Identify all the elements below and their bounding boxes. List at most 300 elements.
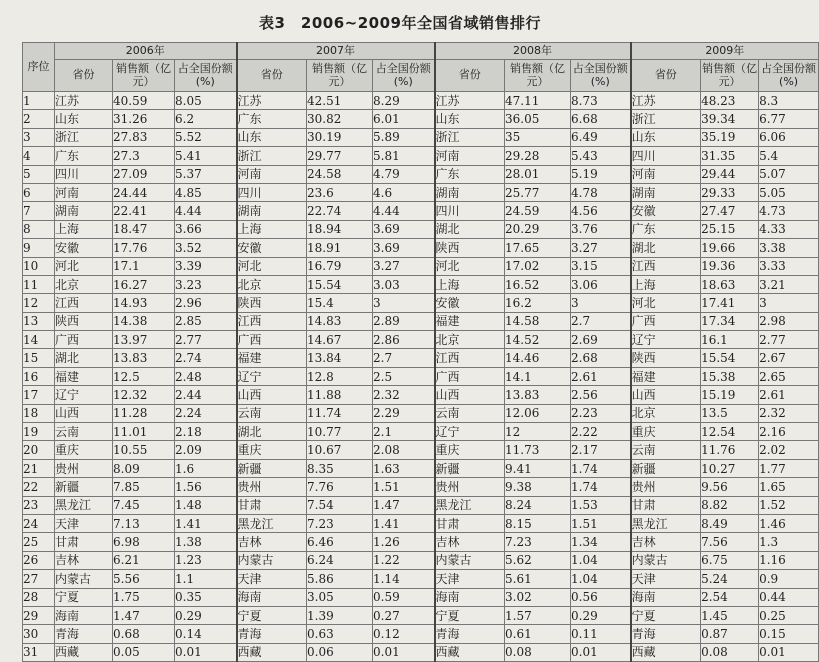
share-cell: 6.2 [175,110,237,128]
share-cell: 3.38 [759,239,819,257]
table-row [23,349,819,367]
share-cell: 3.03 [373,275,435,293]
province-cell: 陕西 [55,312,113,330]
rank-cell: 10 [23,257,55,275]
sales-cell: 19.36 [701,257,759,275]
rank-cell: 15 [23,349,55,367]
year-header-2008: 2008年 [435,43,631,60]
share-cell: 4.73 [759,202,819,220]
table-row [23,294,819,312]
province-cell: 天津 [55,514,113,532]
province-header: 省份 [631,60,701,92]
share-cell: 2.02 [759,441,819,459]
province-cell: 新疆 [237,459,307,477]
share-cell: 2.17 [571,441,631,459]
sales-cell: 31.35 [701,147,759,165]
province-cell: 云南 [55,423,113,441]
province-cell: 甘肃 [435,514,505,532]
province-cell: 黑龙江 [631,514,701,532]
sales-cell: 3.02 [505,588,571,606]
sales-cell: 9.56 [701,478,759,496]
share-cell: 5.81 [373,147,435,165]
province-cell: 北京 [55,275,113,293]
share-cell: 2.44 [175,386,237,404]
share-cell: 2.32 [373,386,435,404]
province-cell: 河南 [631,165,701,183]
share-cell: 2.68 [571,349,631,367]
share-cell: 5.19 [571,165,631,183]
province-cell: 河北 [631,294,701,312]
table-row [23,331,819,349]
share-cell: 1.04 [571,570,631,588]
table-row [23,533,819,551]
sales-cell: 15.38 [701,367,759,385]
share-cell: 5.05 [759,183,819,201]
province-cell: 黑龙江 [435,496,505,514]
share-cell: 3.76 [571,220,631,238]
sales-cell: 28.01 [505,165,571,183]
share-cell: 2.29 [373,404,435,422]
share-cell: 4.44 [175,202,237,220]
sales-cell: 5.24 [701,570,759,588]
share-cell: 3.27 [571,239,631,257]
sales-cell: 18.63 [701,275,759,293]
share-header: 占全国份额(%) [373,60,435,92]
rank-cell: 11 [23,275,55,293]
sales-cell: 10.27 [701,459,759,477]
share-cell: 2.48 [175,367,237,385]
share-cell: 1.77 [759,459,819,477]
sales-cell: 6.21 [113,551,175,569]
province-cell: 山西 [631,386,701,404]
rank-cell: 2 [23,110,55,128]
sales-cell: 1.45 [701,606,759,624]
sales-cell: 6.24 [307,551,373,569]
sales-cell: 31.26 [113,110,175,128]
share-cell: 2.32 [759,404,819,422]
province-cell: 河北 [55,257,113,275]
rank-cell: 20 [23,441,55,459]
province-cell: 天津 [631,570,701,588]
table-row [23,386,819,404]
sales-cell: 12.5 [113,367,175,385]
table-row [23,441,819,459]
share-cell: 0.29 [571,606,631,624]
sales-cell: 11.76 [701,441,759,459]
province-cell: 广西 [631,312,701,330]
province-cell: 海南 [237,588,307,606]
province-cell: 湖南 [237,202,307,220]
rank-cell: 13 [23,312,55,330]
share-cell: 4.44 [373,202,435,220]
year-header-2006: 2006年 [55,43,237,60]
share-cell: 4.33 [759,220,819,238]
sales-cell: 3.05 [307,588,373,606]
sales-cell: 12.06 [505,404,571,422]
sales-cell: 14.58 [505,312,571,330]
share-cell: 0.44 [759,588,819,606]
province-cell: 安徽 [237,239,307,257]
share-header: 占全国份额(%) [759,60,819,92]
province-cell: 西藏 [435,643,505,661]
sales-cell: 29.28 [505,147,571,165]
province-cell: 河南 [55,183,113,201]
share-cell: 3.27 [373,257,435,275]
province-cell: 青海 [631,625,701,643]
sales-cell: 17.76 [113,239,175,257]
share-cell: 2.85 [175,312,237,330]
table-row [23,551,819,569]
province-cell: 辽宁 [55,386,113,404]
share-cell: 1.41 [373,514,435,532]
sales-cell: 18.47 [113,220,175,238]
province-cell: 内蒙古 [55,570,113,588]
province-cell: 宁夏 [435,606,505,624]
province-cell: 青海 [237,625,307,643]
province-cell: 辽宁 [237,367,307,385]
province-cell: 江苏 [435,92,505,110]
share-cell: 0.25 [759,606,819,624]
share-cell: 1.34 [571,533,631,551]
sales-cell: 14.83 [307,312,373,330]
sales-cell: 11.74 [307,404,373,422]
province-cell: 黑龙江 [55,496,113,514]
share-cell: 5.43 [571,147,631,165]
share-cell: 4.85 [175,183,237,201]
province-cell: 重庆 [435,441,505,459]
sales-cell: 1.57 [505,606,571,624]
sales-cell: 27.09 [113,165,175,183]
province-cell: 广西 [55,331,113,349]
province-cell: 江苏 [237,92,307,110]
province-cell: 内蒙古 [631,551,701,569]
province-cell: 新疆 [631,459,701,477]
table-row [23,367,819,385]
share-cell: 2.08 [373,441,435,459]
share-cell: 0.01 [373,643,435,661]
sales-cell: 12.54 [701,423,759,441]
year-header-2007: 2007年 [237,43,435,60]
province-cell: 上海 [631,275,701,293]
sales-cell: 14.46 [505,349,571,367]
province-cell: 广东 [237,110,307,128]
share-cell: 5.37 [175,165,237,183]
sales-cell: 18.94 [307,220,373,238]
sales-cell: 14.52 [505,331,571,349]
sales-cell: 0.05 [113,643,175,661]
province-cell: 湖南 [631,183,701,201]
share-header: 占全国份额(%) [571,60,631,92]
sales-cell: 12.8 [307,367,373,385]
province-cell: 内蒙古 [435,551,505,569]
share-header: 占全国份额(%) [175,60,237,92]
sales-cell: 16.79 [307,257,373,275]
sales-cell: 7.85 [113,478,175,496]
province-cell: 四川 [631,147,701,165]
rank-cell: 14 [23,331,55,349]
share-cell: 8.3 [759,92,819,110]
sales-cell: 27.83 [113,128,175,146]
province-cell: 贵州 [435,478,505,496]
table-row [23,239,819,257]
province-cell: 山西 [237,386,307,404]
table-row [23,257,819,275]
province-cell: 湖南 [435,183,505,201]
province-cell: 浙江 [55,128,113,146]
sales-cell: 0.08 [701,643,759,661]
share-cell: 3 [571,294,631,312]
sales-cell: 17.65 [505,239,571,257]
province-cell: 山西 [55,404,113,422]
table-row [23,643,819,661]
province-cell: 海南 [435,588,505,606]
province-cell: 宁夏 [237,606,307,624]
sales-cell: 8.49 [701,514,759,532]
sales-header: 销售额（亿元） [701,60,759,92]
sales-cell: 15.4 [307,294,373,312]
rank-cell: 21 [23,459,55,477]
sales-cell: 0.68 [113,625,175,643]
sales-cell: 1.39 [307,606,373,624]
share-cell: 1.26 [373,533,435,551]
province-cell: 江西 [435,349,505,367]
sales-cell: 18.91 [307,239,373,257]
sales-header: 销售额（亿元） [505,60,571,92]
table-row [23,202,819,220]
sales-cell: 17.34 [701,312,759,330]
province-cell: 陕西 [631,349,701,367]
share-cell: 5.41 [175,147,237,165]
share-cell: 0.11 [571,625,631,643]
province-cell: 西藏 [631,643,701,661]
table-row [23,459,819,477]
sales-cell: 12 [505,423,571,441]
share-cell: 0.01 [175,643,237,661]
province-cell: 山东 [631,128,701,146]
province-cell: 天津 [237,570,307,588]
province-cell: 河北 [237,257,307,275]
share-cell: 5.4 [759,147,819,165]
province-cell: 江西 [55,294,113,312]
share-cell: 0.35 [175,588,237,606]
sales-cell: 14.67 [307,331,373,349]
province-cell: 内蒙古 [237,551,307,569]
share-cell: 2.23 [571,404,631,422]
year-header-row [23,43,819,60]
share-cell: 3.23 [175,275,237,293]
sales-cell: 12.32 [113,386,175,404]
rank-cell: 22 [23,478,55,496]
province-cell: 辽宁 [631,331,701,349]
province-cell: 辽宁 [435,423,505,441]
share-cell: 1.1 [175,570,237,588]
sales-cell: 27.3 [113,147,175,165]
sales-cell: 8.35 [307,459,373,477]
sales-cell: 7.54 [307,496,373,514]
share-cell: 1.74 [571,459,631,477]
sales-cell: 40.59 [113,92,175,110]
province-header: 省份 [237,60,307,92]
sales-cell: 11.88 [307,386,373,404]
province-cell: 广东 [435,165,505,183]
sales-cell: 19.66 [701,239,759,257]
sales-cell: 36.05 [505,110,571,128]
sales-cell: 13.83 [505,386,571,404]
province-cell: 上海 [435,275,505,293]
sales-cell: 8.09 [113,459,175,477]
share-cell: 6.77 [759,110,819,128]
sales-cell: 13.97 [113,331,175,349]
share-cell: 2.61 [759,386,819,404]
share-cell: 1.47 [373,496,435,514]
share-cell: 2.98 [759,312,819,330]
share-cell: 1.41 [175,514,237,532]
province-cell: 福建 [237,349,307,367]
table-row [23,588,819,606]
sales-cell: 7.23 [307,514,373,532]
sales-cell: 6.46 [307,533,373,551]
rank-cell: 26 [23,551,55,569]
sales-cell: 15.19 [701,386,759,404]
share-cell: 5.52 [175,128,237,146]
table-row [23,165,819,183]
sales-cell: 1.75 [113,588,175,606]
province-cell: 江苏 [631,92,701,110]
sales-cell: 7.13 [113,514,175,532]
rank-cell: 25 [23,533,55,551]
province-header: 省份 [55,60,113,92]
rank-cell: 9 [23,239,55,257]
province-cell: 陕西 [237,294,307,312]
province-cell: 重庆 [631,423,701,441]
sales-cell: 13.83 [113,349,175,367]
province-cell: 西藏 [55,643,113,661]
share-cell: 4.79 [373,165,435,183]
share-cell: 3.66 [175,220,237,238]
sales-cell: 0.61 [505,625,571,643]
province-cell: 贵州 [55,459,113,477]
sales-cell: 29.33 [701,183,759,201]
province-cell: 上海 [237,220,307,238]
province-cell: 宁夏 [55,588,113,606]
share-cell: 2.86 [373,331,435,349]
sales-cell: 16.27 [113,275,175,293]
sales-cell: 23.6 [307,183,373,201]
share-cell: 0.12 [373,625,435,643]
province-cell: 安徽 [55,239,113,257]
sales-cell: 13.5 [701,404,759,422]
sales-cell: 13.84 [307,349,373,367]
province-cell: 海南 [55,606,113,624]
share-cell: 3.06 [571,275,631,293]
share-cell: 1.3 [759,533,819,551]
sales-cell: 7.45 [113,496,175,514]
sales-cell: 30.82 [307,110,373,128]
province-cell: 新疆 [435,459,505,477]
rank-cell: 18 [23,404,55,422]
sales-cell: 35 [505,128,571,146]
province-cell: 北京 [237,275,307,293]
province-cell: 福建 [631,367,701,385]
share-cell: 2.09 [175,441,237,459]
share-cell: 1.53 [571,496,631,514]
province-cell: 甘肃 [237,496,307,514]
province-cell: 山东 [237,128,307,146]
share-cell: 0.56 [571,588,631,606]
sales-cell: 29.77 [307,147,373,165]
province-cell: 河南 [237,165,307,183]
share-cell: 3.39 [175,257,237,275]
rank-cell: 27 [23,570,55,588]
share-cell: 2.7 [373,349,435,367]
table-row [23,110,819,128]
table-row [23,404,819,422]
sales-cell: 24.44 [113,183,175,201]
table-row [23,147,819,165]
sales-cell: 15.54 [701,349,759,367]
sales-cell: 9.38 [505,478,571,496]
sales-cell: 8.24 [505,496,571,514]
province-header: 省份 [435,60,505,92]
share-cell: 3 [759,294,819,312]
sales-cell: 7.76 [307,478,373,496]
share-cell: 6.06 [759,128,819,146]
share-cell: 1.48 [175,496,237,514]
sales-cell: 14.93 [113,294,175,312]
province-cell: 安徽 [631,202,701,220]
share-cell: 0.14 [175,625,237,643]
sales-cell: 17.02 [505,257,571,275]
share-cell: 1.38 [175,533,237,551]
sales-cell: 16.52 [505,275,571,293]
province-cell: 湖南 [55,202,113,220]
sales-cell: 0.08 [505,643,571,661]
sales-cell: 30.19 [307,128,373,146]
province-cell: 宁夏 [631,606,701,624]
rank-cell: 17 [23,386,55,404]
province-cell: 湖北 [631,239,701,257]
sales-cell: 7.23 [505,533,571,551]
sales-cell: 27.47 [701,202,759,220]
share-cell: 3.69 [373,220,435,238]
province-cell: 吉林 [237,533,307,551]
sales-cell: 9.41 [505,459,571,477]
share-cell: 8.73 [571,92,631,110]
province-cell: 福建 [435,312,505,330]
share-cell: 6.68 [571,110,631,128]
table-row [23,478,819,496]
share-cell: 2.1 [373,423,435,441]
share-cell: 1.14 [373,570,435,588]
rank-cell: 24 [23,514,55,532]
province-cell: 广西 [237,331,307,349]
share-cell: 2.77 [759,331,819,349]
sales-cell: 20.29 [505,220,571,238]
share-cell: 2.96 [175,294,237,312]
sales-cell: 14.38 [113,312,175,330]
share-cell: 0.9 [759,570,819,588]
share-cell: 0.27 [373,606,435,624]
share-cell: 0.01 [571,643,631,661]
province-cell: 河南 [435,147,505,165]
sales-cell: 24.59 [505,202,571,220]
table-title: 表3 2006~2009年全国省域销售排行 [258,14,541,32]
province-cell: 陕西 [435,239,505,257]
province-cell: 新疆 [55,478,113,496]
share-cell: 6.01 [373,110,435,128]
share-cell: 0.59 [373,588,435,606]
share-cell: 1.51 [373,478,435,496]
